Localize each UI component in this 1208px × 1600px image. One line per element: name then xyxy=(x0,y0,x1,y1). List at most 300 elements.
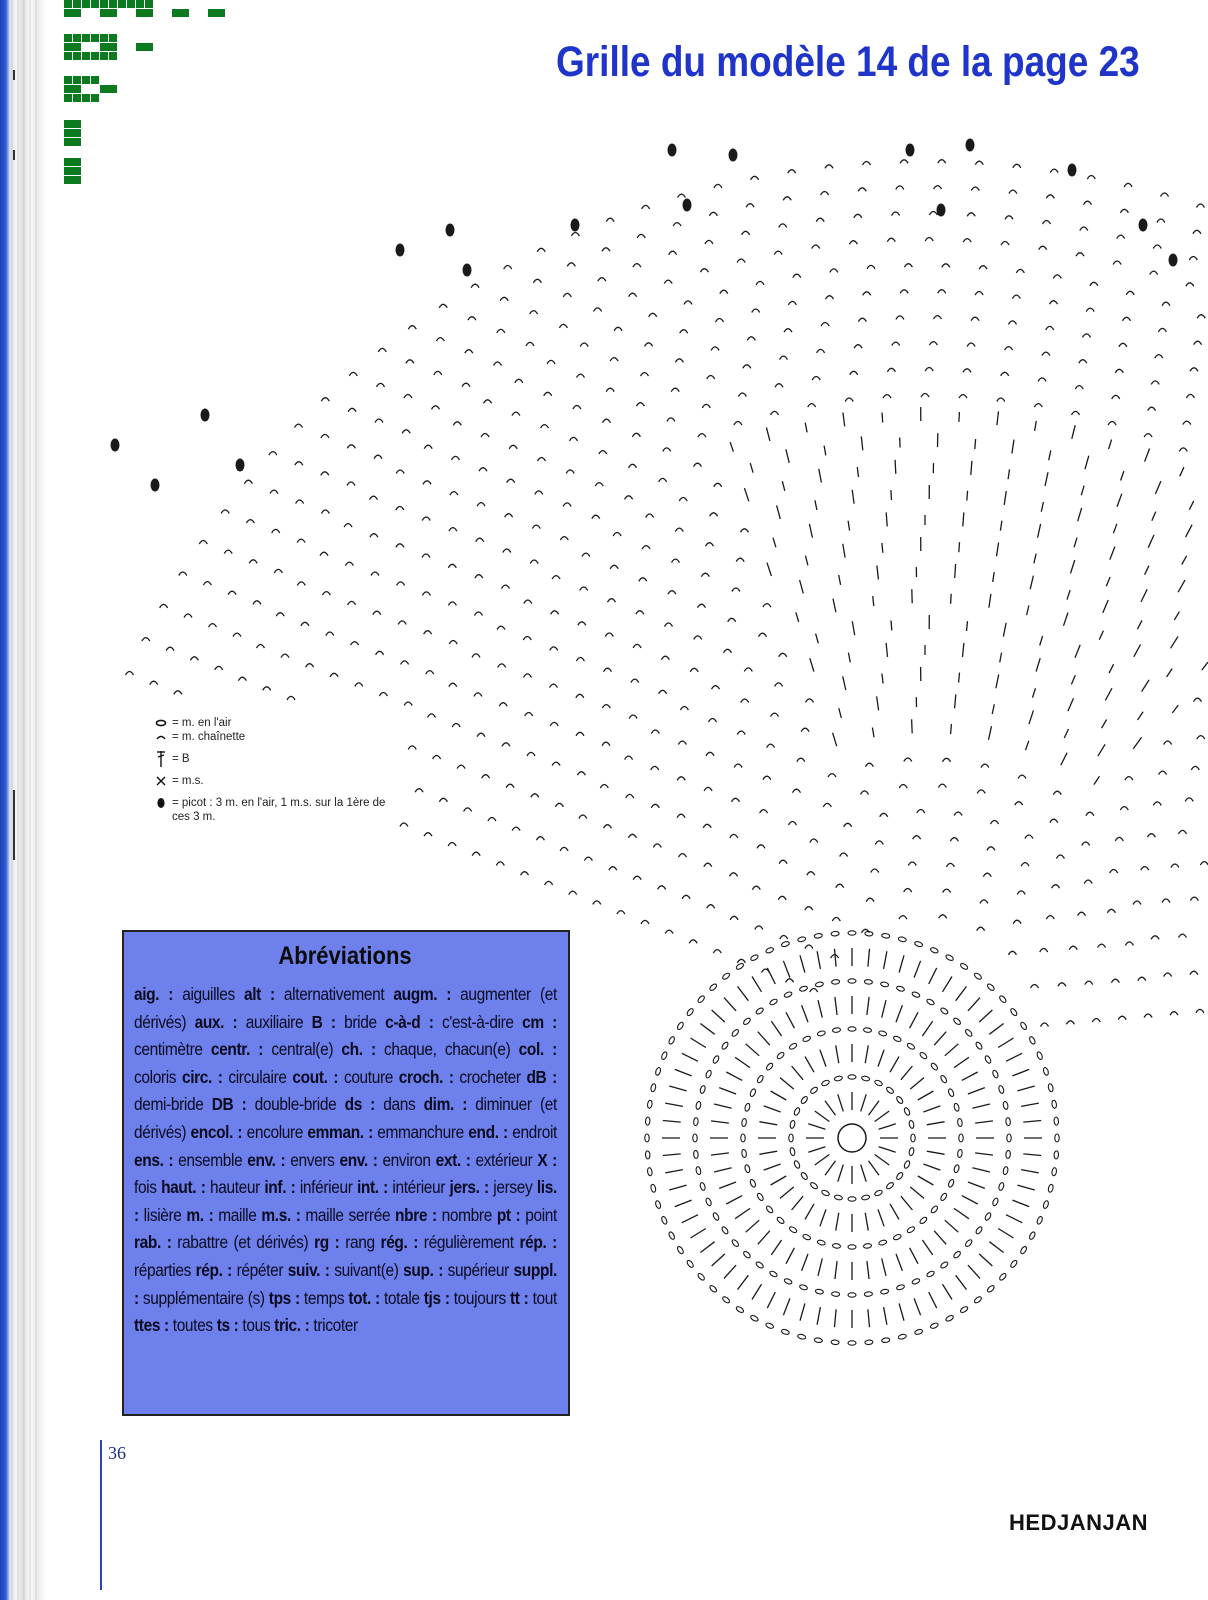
treble-stitch xyxy=(865,1045,868,1063)
chain-loop xyxy=(737,959,745,963)
treble-stitch xyxy=(817,1307,820,1325)
chain-loop xyxy=(642,546,650,550)
chain-loop xyxy=(1124,183,1132,187)
treble-stitch xyxy=(682,1053,698,1061)
chain-loop xyxy=(689,940,697,944)
chain-loop xyxy=(396,544,404,548)
chain-stitch xyxy=(834,1194,843,1200)
picot-dot xyxy=(729,149,738,162)
treble-stitch xyxy=(714,1168,732,1172)
treble-stitch xyxy=(879,1147,896,1153)
chain-loop xyxy=(730,916,738,920)
treble-stitch xyxy=(691,1229,706,1239)
treble-stitch xyxy=(759,1122,777,1125)
chain-stitch xyxy=(908,1120,914,1129)
chain-stitch xyxy=(880,981,889,987)
chain-loop xyxy=(883,395,891,399)
chain-stitch xyxy=(647,1100,653,1109)
chain-loop xyxy=(371,572,379,576)
chain-loop xyxy=(752,886,760,890)
chain-loop xyxy=(971,187,979,191)
treble-stitch xyxy=(806,556,808,566)
motif-square xyxy=(73,85,81,93)
chain-loop xyxy=(1164,741,1172,745)
chain-stitch xyxy=(1003,1101,1009,1110)
chain-stitch xyxy=(802,1035,811,1042)
treble-stitch xyxy=(805,423,807,433)
treble-stitch xyxy=(951,724,952,734)
treble-stitch xyxy=(959,542,960,552)
chain-loop xyxy=(943,758,951,762)
legend-item-chain: = m. en l'air xyxy=(150,716,390,730)
treble-stitch xyxy=(786,1012,794,1028)
chain-loop xyxy=(678,194,686,198)
chain-loop xyxy=(704,787,712,791)
chain-loop xyxy=(604,825,612,829)
chain-loop xyxy=(594,308,602,312)
chain-loop xyxy=(577,772,585,776)
motif-square xyxy=(73,129,81,137)
chain-stitch xyxy=(655,1200,662,1209)
abbreviation-definition: aiguilles xyxy=(182,984,235,1004)
chain-loop xyxy=(453,422,461,426)
abbreviations-title: Abréviations xyxy=(278,942,412,970)
motif-square xyxy=(82,76,90,84)
motif-square xyxy=(73,0,81,8)
chain-loop xyxy=(659,478,667,482)
chain-loop xyxy=(793,789,801,793)
chain-loop xyxy=(1046,916,1054,920)
motif-square xyxy=(145,0,153,8)
chain-loop xyxy=(694,636,702,640)
treble-stitch xyxy=(882,413,883,423)
treble-stitch xyxy=(712,1010,725,1022)
chain-loop xyxy=(604,668,612,672)
chain-stitch xyxy=(914,1329,923,1336)
abbreviation-definition: environ xyxy=(382,1149,431,1170)
chain-loop xyxy=(1072,411,1080,415)
chain-loop xyxy=(439,304,447,308)
treble-stitch xyxy=(1174,612,1179,621)
treble-stitch xyxy=(1072,425,1075,439)
chain-loop xyxy=(806,699,814,703)
abbreviation-term: ds : xyxy=(344,1094,375,1115)
chain-loop xyxy=(743,365,751,369)
chain-loop xyxy=(415,789,423,793)
chain-stitch xyxy=(1007,1134,1011,1142)
treble-stitch xyxy=(1003,623,1006,637)
treble-stitch xyxy=(1137,620,1142,629)
chain-loop xyxy=(179,572,187,576)
chain-loop xyxy=(203,582,211,586)
chain-loop xyxy=(1197,204,1205,208)
treble-stitch xyxy=(700,1024,714,1035)
chain-loop xyxy=(651,730,659,734)
chain-loop xyxy=(1153,802,1161,806)
chain-loop xyxy=(942,264,950,268)
chain-loop xyxy=(477,733,485,737)
picot-dot xyxy=(1169,254,1178,267)
chain-stitch xyxy=(831,1291,839,1296)
abbreviation-definition: temps xyxy=(303,1287,345,1308)
chain-stitch xyxy=(861,1075,870,1081)
chain-loop xyxy=(1151,936,1159,940)
chain-loop xyxy=(832,918,840,922)
treble-stitch xyxy=(786,449,789,463)
treble-stitch xyxy=(1142,680,1150,692)
chain-loop xyxy=(377,383,385,387)
chain-loop xyxy=(828,774,836,778)
treble-stitch xyxy=(792,1066,804,1080)
chain-loop xyxy=(509,445,517,449)
chain-loop xyxy=(555,803,563,807)
chain-stitch xyxy=(741,1134,745,1142)
treble-stitch xyxy=(875,1111,890,1122)
motif-square xyxy=(73,52,81,60)
treble-stitch xyxy=(1041,502,1043,512)
chain-loop xyxy=(606,218,614,222)
chain-loop xyxy=(584,857,592,861)
abbreviation-term: B : xyxy=(311,1011,336,1032)
treble-stitch xyxy=(929,968,937,984)
chain-loop xyxy=(1157,219,1165,223)
treble-stitch xyxy=(910,1078,924,1090)
chain-loop xyxy=(728,618,736,622)
treble-stitch xyxy=(833,733,837,746)
abbreviation-term: tps : xyxy=(268,1287,300,1308)
abbreviation-term: tt : xyxy=(509,1287,529,1308)
chain-stitch xyxy=(789,1147,795,1156)
motif-square xyxy=(64,52,72,60)
motif-square xyxy=(100,52,108,60)
chain-loop xyxy=(199,541,207,545)
chain-loop xyxy=(1098,944,1106,948)
abbreviation-term: augm. : xyxy=(393,984,452,1004)
chain-loop xyxy=(297,582,305,586)
chain-stitch xyxy=(647,1167,653,1176)
chain-loop xyxy=(1046,195,1054,199)
abbreviation-definition: suivant(e) xyxy=(334,1259,399,1280)
treble-stitch xyxy=(922,1021,932,1036)
chain-stitch xyxy=(1048,1083,1054,1092)
chain-loop xyxy=(959,395,967,399)
treble-stitch xyxy=(825,1161,836,1176)
chain-loop xyxy=(1158,328,1166,332)
chain-loop xyxy=(1117,235,1125,239)
chain-stitch xyxy=(721,1041,729,1050)
page-number-rule xyxy=(100,1440,102,1590)
abbreviation-definition: maille xyxy=(218,1204,257,1225)
motif-square xyxy=(82,34,90,42)
treble-stitch xyxy=(764,1106,781,1112)
chain-stitch xyxy=(686,1008,694,1017)
treble-stitch xyxy=(968,1265,980,1278)
treble-stitch xyxy=(997,543,999,557)
chain-stitch xyxy=(940,1075,948,1084)
chain-loop xyxy=(347,445,355,449)
treble-stitch xyxy=(954,1208,969,1218)
abbreviation-definition: supplémentaire (s) xyxy=(142,1287,265,1308)
chain-loop xyxy=(1107,909,1115,913)
chain-stitch xyxy=(741,1118,746,1127)
chain-stitch xyxy=(699,1085,706,1094)
chain-stitch xyxy=(895,1172,903,1181)
chain-loop xyxy=(709,719,717,723)
treble-stitch xyxy=(771,1021,781,1036)
abbreviation-definition: dans xyxy=(383,1094,416,1115)
chain-loop xyxy=(821,323,829,327)
abbreviation-definition: auxiliaire xyxy=(245,1011,304,1032)
legend-item-picot: = picot : 3 m. en l'air, 1 m.s. sur la 1ère de ces 3 m. xyxy=(150,796,390,824)
chain-loop xyxy=(821,192,829,196)
chain-stitch xyxy=(722,1296,731,1304)
chain-stitch xyxy=(699,1182,706,1191)
chain-loop xyxy=(706,543,714,547)
treble-stitch xyxy=(719,1088,736,1094)
chain-loop xyxy=(636,403,644,407)
chain-loop xyxy=(983,873,991,877)
treble-stitch xyxy=(979,1254,992,1266)
picot-dot xyxy=(1068,164,1077,177)
treble-stitch xyxy=(758,1032,770,1046)
abbreviation-term: cm : xyxy=(522,1011,557,1032)
chain-loop xyxy=(505,514,513,518)
treble-stitch xyxy=(951,594,952,604)
chain-loop xyxy=(174,691,182,695)
chain-loop xyxy=(1111,979,1119,983)
picot-dot xyxy=(668,144,677,157)
treble-stitch xyxy=(956,986,967,1000)
treble-stitch xyxy=(945,1220,959,1232)
abbreviation-term: encol. : xyxy=(190,1121,243,1142)
chain-loop xyxy=(1079,360,1087,364)
chain-loop xyxy=(598,278,606,282)
legend-item-treble: = B xyxy=(150,752,390,766)
abbreviation-term: ch. : xyxy=(341,1039,376,1060)
treble-stitch xyxy=(968,1088,985,1094)
chain-loop xyxy=(1200,862,1208,866)
chain-loop xyxy=(476,538,484,542)
treble-stitch xyxy=(764,1164,781,1170)
treble-stitch xyxy=(1000,521,1002,531)
chain-loop xyxy=(608,599,616,603)
chain-loop xyxy=(481,434,489,438)
chain-loop xyxy=(904,889,912,893)
chain-stitch xyxy=(1054,1151,1059,1159)
chain-loop xyxy=(605,633,613,637)
treble-stitch xyxy=(1178,580,1185,592)
picot-dot xyxy=(906,144,915,157)
chain-loop xyxy=(625,756,633,760)
chain-stitch xyxy=(975,1226,983,1235)
chain-stitch xyxy=(815,1289,824,1295)
chain-stitch xyxy=(1003,1166,1009,1175)
chain-stitch xyxy=(741,1149,746,1158)
treble-stitch xyxy=(998,1038,1013,1048)
chain-stitch xyxy=(1028,1036,1036,1045)
chain-loop xyxy=(840,853,848,857)
chain-loop xyxy=(422,554,430,558)
chain-loop xyxy=(406,360,414,364)
chain-stitch xyxy=(661,1216,668,1225)
chain-loop xyxy=(1144,1014,1152,1018)
chain-loop xyxy=(428,714,436,718)
chain-loop xyxy=(142,638,150,642)
abbreviation-definition: jersey xyxy=(493,1177,533,1198)
chain-loop xyxy=(779,860,787,864)
chain-loop xyxy=(861,791,869,795)
chain-loop xyxy=(1196,1009,1204,1013)
chain-loop xyxy=(306,664,314,668)
treble-stitch xyxy=(962,1072,978,1080)
chain-stitch xyxy=(865,1340,873,1345)
chain-loop xyxy=(698,604,706,608)
chain-loop xyxy=(991,821,999,825)
chain-loop xyxy=(987,847,995,851)
picot-dot xyxy=(446,224,455,237)
chain-loop xyxy=(525,713,533,717)
chain-loop xyxy=(737,259,745,263)
chain-loop xyxy=(535,491,543,495)
chain-loop xyxy=(628,834,636,838)
chain-stitch xyxy=(896,985,905,992)
chain-stitch xyxy=(797,1334,806,1340)
chain-loop xyxy=(550,684,558,688)
chain-stitch xyxy=(789,1134,793,1142)
chain-loop xyxy=(521,872,529,876)
chain-loop xyxy=(1125,942,1133,946)
chain-loop xyxy=(763,604,771,608)
treble-stitch xyxy=(783,961,790,978)
chain-loop xyxy=(1013,920,1021,924)
chain-loop xyxy=(1041,1023,1049,1027)
abbreviation-term: m.s. : xyxy=(261,1204,301,1225)
chain-loop xyxy=(771,411,779,415)
treble-stitch xyxy=(1023,1154,1041,1156)
chain-loop xyxy=(816,218,824,222)
treble-stitch xyxy=(923,1164,940,1170)
treble-stitch xyxy=(838,1094,844,1111)
chain-stitch xyxy=(814,933,823,939)
treble-stitch xyxy=(777,505,781,519)
treble-stitch xyxy=(1061,753,1067,766)
treble-stitch xyxy=(735,1208,750,1218)
treble-stitch xyxy=(934,1231,946,1245)
chain-stitch xyxy=(735,962,744,970)
chain-loop xyxy=(1194,341,1202,345)
chain-loop xyxy=(595,483,603,487)
chain-loop xyxy=(694,463,702,467)
chain-loop xyxy=(793,274,801,278)
chain-stitch xyxy=(848,1027,856,1031)
chain-stitch xyxy=(992,1197,999,1206)
chain-loop xyxy=(677,814,685,818)
treble-stitch xyxy=(899,1303,904,1320)
chain-loop xyxy=(272,529,280,533)
chain-stitch xyxy=(661,1051,668,1060)
chain-stitch xyxy=(1020,1021,1028,1030)
chain-loop xyxy=(449,528,457,532)
chain-loop xyxy=(603,419,611,423)
chain-stitch xyxy=(953,1250,962,1259)
picot-dot xyxy=(1139,219,1148,232)
chain-stitch xyxy=(895,1096,903,1105)
chain-stitch xyxy=(886,1181,895,1189)
chain-loop xyxy=(448,843,456,847)
treble-stitch xyxy=(891,620,892,630)
treble-stitch xyxy=(802,1254,808,1271)
chain-loop xyxy=(943,889,951,893)
chain-loop xyxy=(825,165,833,169)
chain-loop xyxy=(567,263,575,267)
treble-stitch xyxy=(1105,688,1112,700)
chain-stitch xyxy=(930,1205,939,1214)
treble-stitch xyxy=(975,1153,993,1155)
treble-stitch xyxy=(843,676,846,690)
chain-loop xyxy=(1193,230,1201,234)
chain-loop xyxy=(967,213,975,217)
chain-loop xyxy=(233,633,241,637)
treble-stitch xyxy=(1148,535,1154,548)
abbreviation-term: croch. : xyxy=(398,1066,454,1087)
abbreviation-definition: hauteur xyxy=(209,1177,260,1198)
chain-stitch xyxy=(765,1205,774,1214)
chain-loop xyxy=(629,293,637,297)
chain-stitch xyxy=(861,1194,870,1200)
chain-loop xyxy=(482,775,490,779)
abbreviation-term: nbre : xyxy=(395,1204,437,1225)
chain-loop xyxy=(629,715,637,719)
chain-loop xyxy=(807,872,815,876)
chain-loop xyxy=(706,752,714,756)
chain-loop xyxy=(801,728,809,732)
chain-stitch xyxy=(756,1075,764,1084)
chain-loop xyxy=(322,592,330,596)
chain-stitch xyxy=(831,1340,839,1345)
chain-loop xyxy=(345,562,353,566)
chain-stitch xyxy=(1051,1100,1057,1109)
chain-loop xyxy=(684,301,692,305)
treble-stitch xyxy=(967,491,968,501)
chain-loop xyxy=(1017,891,1025,895)
treble-stitch xyxy=(1155,481,1161,494)
treble-stitch xyxy=(771,1240,781,1255)
treble-stitch xyxy=(865,1213,868,1231)
motif-square xyxy=(73,158,81,166)
treble-stitch xyxy=(872,728,874,738)
chain-loop xyxy=(592,515,600,519)
chain-stitch xyxy=(896,1284,905,1291)
chain-loop xyxy=(408,746,416,750)
chain-loop xyxy=(1058,983,1066,987)
chain-loop xyxy=(730,834,738,838)
treble-stitch xyxy=(771,1091,787,1100)
chain-loop xyxy=(1001,242,1009,246)
treble-stitch xyxy=(1071,675,1075,684)
chain-loop xyxy=(1189,257,1197,261)
chain-loop xyxy=(578,622,586,626)
chain-loop xyxy=(1151,381,1159,385)
chain-loop xyxy=(1039,246,1047,250)
chain-loop xyxy=(649,313,657,317)
chain-loop xyxy=(979,266,987,270)
treble-stitch xyxy=(1006,1215,1022,1223)
chain-stitch xyxy=(645,1117,650,1125)
chain-loop xyxy=(448,602,456,606)
treble-stitch xyxy=(875,1155,890,1166)
chain-loop xyxy=(784,329,792,333)
treble-stitch xyxy=(730,442,733,452)
